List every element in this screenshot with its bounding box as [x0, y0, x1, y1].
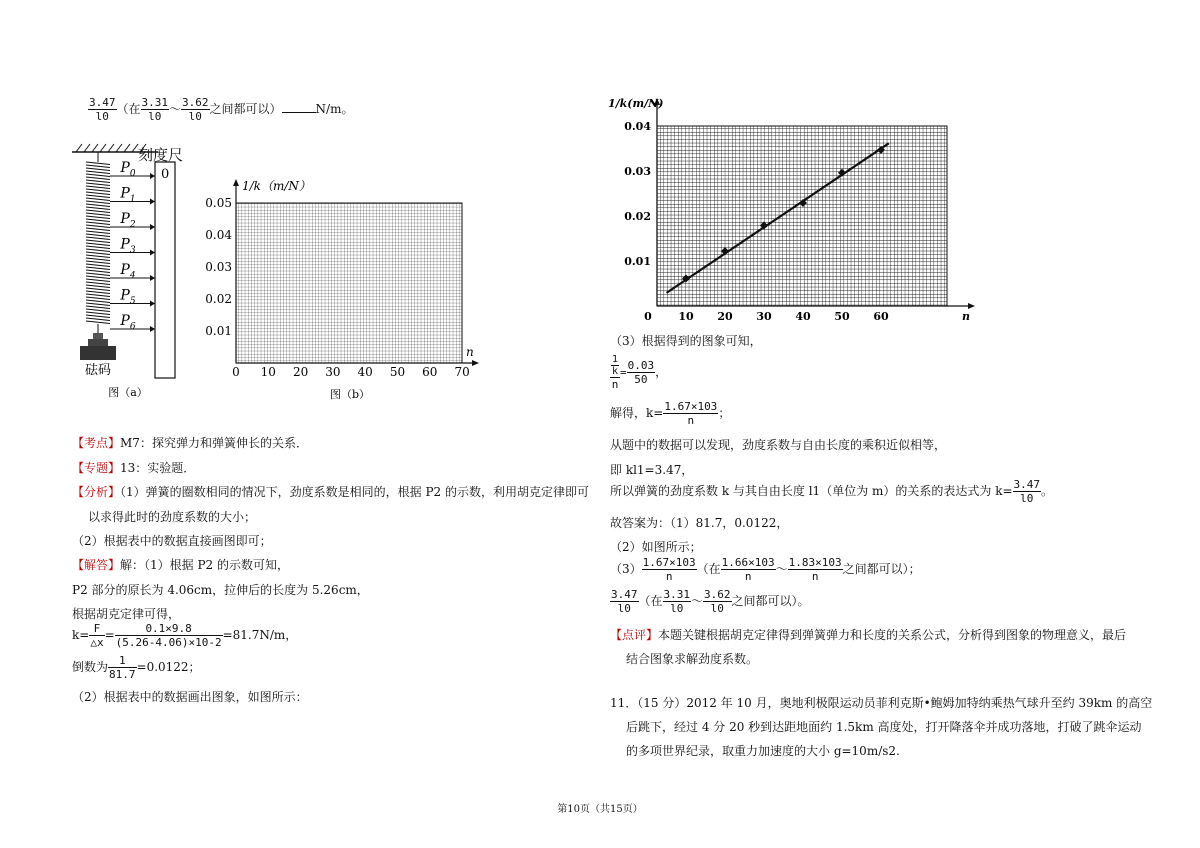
x-tick-label: 50: [389, 365, 406, 379]
spring-coil: [86, 201, 110, 204]
fenxi-line-2: 以求得此时的劲度系数的大小；: [88, 510, 257, 524]
pointer-label: $P_1$: [120, 185, 136, 205]
ruler: [155, 162, 175, 378]
answer-line-3: （3） $\frac{1.67\times 103}{n}$ （在 $\frac{1.66\times 103}{n}$ ～ $\frac{1.83\times 103}{n}$ 之间都可以）；: [610, 556, 921, 583]
weight: [80, 346, 116, 360]
pointer-label: $P_6$: [120, 313, 136, 332]
kaodian-line: 【考点】M7：探究弹力和弹簧伸长的关系．: [72, 436, 308, 450]
x-tick-label: 40: [357, 365, 373, 379]
spring-coil: [86, 222, 110, 225]
pointer-label: $P_3$: [120, 236, 136, 256]
pointer-arrowhead: [150, 250, 155, 256]
grid-area: [236, 203, 462, 363]
spring-apparatus-figure: [68, 140, 198, 402]
spring-coil: [86, 282, 110, 285]
spring-coil: [86, 165, 110, 168]
weight-top: [88, 339, 108, 347]
fenxi-line-3: （2）根据表中的数据直接画图即可；: [72, 534, 272, 548]
y-tick-label: 0.02: [624, 210, 651, 223]
y-tick-label: 0.04: [205, 228, 232, 242]
x-tick-label: 70: [454, 365, 470, 379]
spring-coil: [86, 315, 110, 318]
expression-line: 所以弹簧的劲度系数 k 与其自由长度 l1（单位为 m）的关系的表达式为 k= $\frac{3.47}{l0}$ 。: [610, 478, 1054, 505]
graph-ylabel: 1/k(m/N): [608, 97, 664, 110]
spring-coil: [86, 192, 110, 195]
pointer-label: $P_0$: [120, 160, 136, 179]
weight-hook: [93, 333, 103, 339]
graph-xlabel: n: [962, 310, 970, 323]
answer-line-2: （2）如图所示；: [610, 540, 702, 554]
solve-line: 解得，k= $\frac{1.67\times 103}{n}$ ；: [610, 400, 731, 427]
spring-coil: [86, 306, 110, 309]
spring-coil: [86, 228, 110, 231]
spring-coil: [86, 264, 110, 267]
pointer-label: $P_5$: [120, 287, 136, 307]
spring-coil: [86, 312, 110, 315]
dianping-line: 【点评】本题关键根据胡克定律得到弹簧弹力和长度的关系公式，分析得到图象的物理意义，最后: [610, 628, 1127, 642]
p2-length-line: P2 部分的原长为 4.06cm，拉伸后的长度为 5.26cm，: [72, 583, 369, 597]
spring-coil: [86, 213, 110, 216]
spring-coil: [86, 246, 110, 249]
x-tick-label: 10: [678, 310, 694, 323]
x-tick-label: 40: [795, 310, 811, 323]
spring-coil: [86, 291, 110, 294]
k-equation: k= $\frac{F}{\triangle x}$ = $\frac{0.1\times 9.8}{(5.26-4.06)\times 10-2}$ =81.7N/m，: [72, 622, 298, 649]
graph-yticks: [624, 120, 651, 268]
spring-coil: [86, 225, 110, 228]
x-tick-label: 30: [325, 365, 341, 379]
result-graph: [606, 96, 986, 324]
page-footer: 第10页（共15页）: [557, 804, 643, 815]
pointer-arrowhead: [150, 199, 155, 205]
fig-b-ylabel: 1/k（m/N）: [242, 179, 311, 193]
y-tick-label: 0.04: [624, 120, 651, 133]
spring-coil: [86, 243, 110, 246]
pointer-arrowhead: [150, 224, 155, 230]
spring-coil: [86, 273, 110, 276]
spring-coil: [86, 210, 110, 213]
spring-coil: [86, 240, 110, 243]
spring-coil: [86, 285, 110, 288]
y-tick-label: 0.03: [205, 260, 232, 274]
spring-coil: [86, 261, 110, 264]
graph-grid: [657, 126, 947, 306]
spring-coil: [86, 189, 110, 192]
kl-line: 即 kl1=3.47，: [610, 463, 694, 477]
fig-b-xticks: [232, 365, 470, 379]
graph-line: （2）根据表中的数据画出图象，如图所示：: [72, 690, 308, 704]
product-line: 从题中的数据可以发现，劲度系数与自由长度的乘积近似相等，: [610, 438, 947, 452]
fraction: $\frac{3.62}{l0}$: [182, 96, 209, 123]
x-tick-label: 10: [260, 365, 276, 379]
spring-coil: [86, 300, 110, 303]
fig-b-yticks: [205, 196, 232, 338]
spring-coil: [86, 303, 110, 306]
spring-coil: [86, 321, 110, 324]
spring-coil: [86, 309, 110, 312]
question-11-line-1: 11．（15 分）2012 年 10 月，奥地利极限运动员菲利克斯•鲍姆加特纳乘热气球升至约 39km 的高空: [610, 696, 1153, 710]
empty-grid-figure: [200, 178, 490, 400]
spring-coil: [86, 255, 110, 258]
hooke-line: 根据胡克定律可得，: [72, 607, 181, 621]
spring-coil: [86, 162, 110, 165]
spring-coil: [86, 276, 110, 279]
weight-label: 砝码: [84, 363, 112, 378]
spring-coil: [86, 219, 110, 222]
ratio-expression: $\frac{\frac{1}{k}}{n}$ = $\frac{0.03}{50}$ ，: [611, 354, 668, 391]
spring-coil: [86, 216, 110, 219]
pointer-arrowhead: [150, 326, 155, 332]
caption-a: 图（a）: [108, 386, 148, 399]
spring-coil: [86, 183, 110, 186]
x-tick-label: 20: [717, 310, 733, 323]
spring-coil: [86, 294, 110, 297]
pointer-label: $P_2$: [120, 211, 136, 230]
spring-coils: [86, 162, 110, 324]
answer-line-4: $\frac{3.47}{l0}$ （在 $\frac{3.31}{l0}$ ～ $\frac{3.62}{l0}$ 之间都可以）。: [611, 588, 810, 615]
fenxi-line: 【分析】（1）弹簧的圈数相同的情况下，劲度系数是相同的，根据 P2 的示数，利用胡克定律即可: [72, 485, 589, 499]
spring-coil: [86, 174, 110, 177]
zhuanti-line: 【专题】13：实验题．: [72, 461, 196, 475]
answer-line-1: 故答案为：（1）81.7，0.0122，: [610, 516, 789, 530]
graph-xticks: [644, 310, 889, 323]
spring-coil: [86, 249, 110, 252]
x-tick-label: 20: [292, 365, 309, 379]
spring-coil: [86, 177, 110, 180]
spring-coil: [86, 258, 110, 261]
dianping-line-2: 结合图象求解劲度系数。: [626, 652, 759, 666]
spring-coil: [86, 237, 110, 240]
question-11-line-2: 后跳下，经过 4 分 20 秒到达距地面约 1.5km 高度处，打开降落伞并成功落地，打破了跳伞运动: [626, 720, 1142, 734]
spring-coil: [86, 231, 110, 234]
spring-coil: [86, 234, 110, 237]
spring-coil: [86, 279, 110, 282]
pointer-arrowhead: [150, 173, 155, 179]
spring-coil: [86, 207, 110, 210]
spring-coil: [86, 252, 110, 255]
x-tick-label: 0: [232, 365, 240, 379]
pointer-arrowhead: [150, 301, 155, 307]
spring-coil: [86, 297, 110, 300]
question-11-line-3: 的多项世界纪录，取重力加速度的大小 g=10m/s2.: [626, 744, 900, 758]
y-tick-label: 0.05: [205, 196, 232, 210]
spring-coil: [86, 180, 110, 183]
ruler-zero: 0: [161, 167, 170, 182]
x-tick-label: 60: [422, 365, 438, 379]
pointer-arrowhead: [150, 275, 155, 281]
spring-coil: [86, 204, 110, 207]
spring-coil: [86, 270, 110, 273]
fraction: $\frac{3.47}{l0}$: [89, 96, 116, 123]
y-tick-label: 0.01: [205, 324, 232, 338]
spring-coil: [86, 195, 110, 198]
spring-coil: [86, 186, 110, 189]
spring-coil: [86, 198, 110, 201]
y-tick-label: 0.02: [205, 292, 232, 306]
spring-coil: [86, 171, 110, 174]
top-answer-line: $\frac{3.47}{l0}$ （在 $\frac{3.31}{l0}$ ～ $\frac{3.62}{l0}$ 之间都可以） N/m。: [89, 96, 354, 123]
fig-b-xlabel: n: [466, 345, 474, 359]
x-tick-label: 50: [834, 310, 850, 323]
line-3: （3）根据得到的图象可知，: [610, 334, 762, 348]
y-tick-label: 0.01: [624, 255, 651, 268]
jieda-line: 【解答】解：（1）根据 P2 的示数可知，: [72, 558, 289, 572]
y-tick-label: 0.03: [624, 165, 651, 178]
reciprocal-line: 倒数为 $\frac{1}{81.7}$ =0.0122；: [72, 654, 201, 681]
fraction: $\frac{3.31}{l0}$: [141, 96, 169, 123]
pointer-arrows: [110, 160, 155, 332]
x-tick-label: 60: [873, 310, 889, 323]
spring-coil: [86, 288, 110, 291]
spring-coil: [86, 267, 110, 270]
caption-b: 图（b）: [329, 388, 371, 400]
spring-coil: [86, 318, 110, 321]
x-tick-label: 0: [644, 310, 652, 323]
spring-coil: [86, 168, 110, 171]
pointer-label: $P_4$: [120, 262, 136, 281]
ruler-label: 刻度尺: [138, 146, 184, 164]
x-tick-label: 30: [756, 310, 772, 323]
